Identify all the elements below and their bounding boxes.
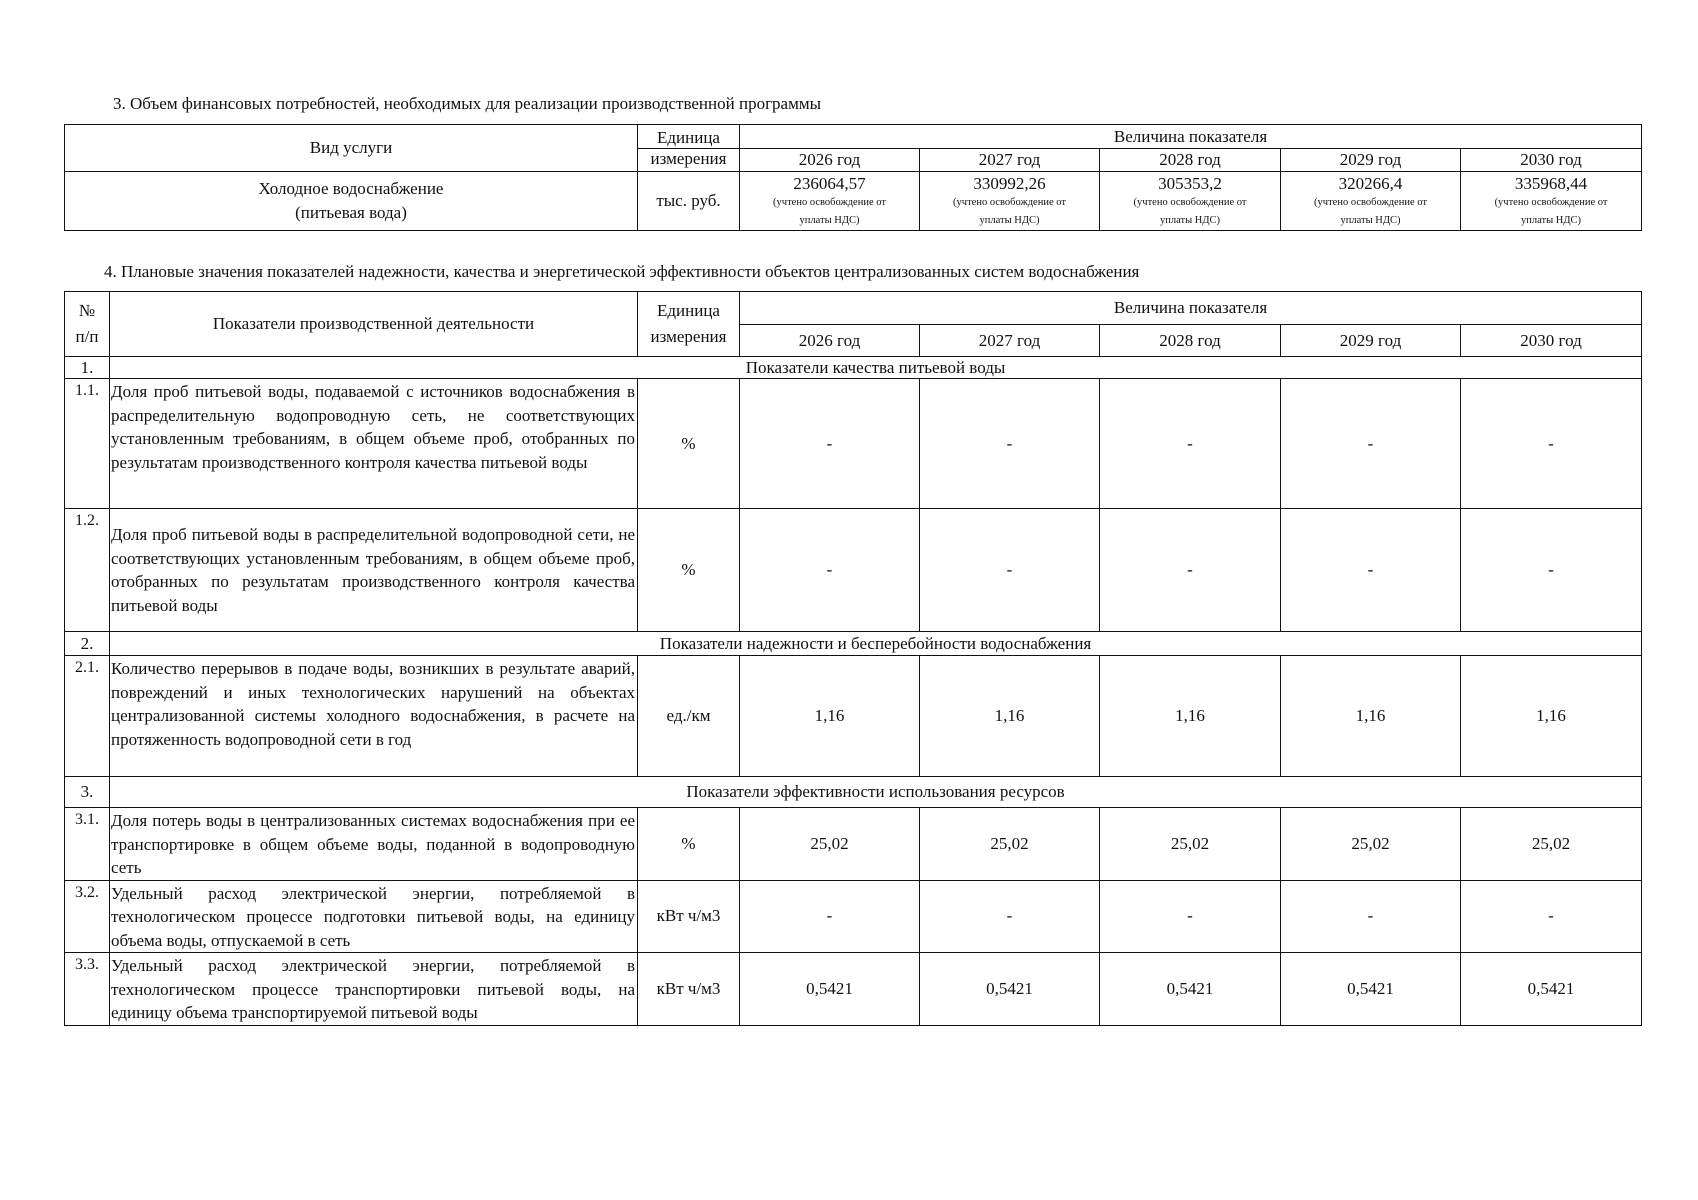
year-header: 2029 год — [1281, 149, 1461, 172]
note: (учтено освобождение от — [773, 196, 886, 208]
row-value: 1,16 — [740, 656, 920, 777]
row-value: - — [1281, 880, 1461, 953]
row-description: Удельный расход электрической энергии, потребляемой в технологическом процессе транспортировки питьевой воды, на единицу объема транспортируемой питьевой воды — [110, 953, 638, 1026]
row-value: 0,5421 — [1281, 953, 1461, 1026]
value: 320266,4 — [1338, 173, 1403, 193]
row-value: 25,02 — [1100, 808, 1281, 881]
header-unit-line1: Единица — [638, 125, 740, 149]
row-num: 1.2. — [65, 509, 110, 632]
service-name: Холодное водоснабжение — [258, 179, 444, 198]
row-description: Доля проб питьевой воды в распределительной водопроводной сети, не соответствующих установленным требованиям, в общем объеме проб, отобранных по результатам производственного контроля качества питьевой воды — [110, 509, 638, 632]
header-unit-line2: измерения — [650, 327, 727, 346]
year-header: 2030 год — [1461, 325, 1642, 357]
value-cell — [1461, 172, 1642, 231]
row-num: 1.1. — [65, 379, 110, 509]
note: уплаты НДС) — [1159, 214, 1220, 226]
row-value: 25,02 — [740, 808, 920, 881]
group-num: 1. — [65, 357, 110, 379]
group-title: Показатели эффективности использования ресурсов — [110, 777, 1642, 808]
row-description: Доля потерь воды в централизованных системах водоснабжения при ее транспортировке в общем объеме воды, поданной в водопроводную сеть — [110, 808, 638, 881]
section3-title: 3. Объем финансовых потребностей, необходимых для реализации производственной программы — [113, 94, 822, 113]
row-value: 0,5421 — [920, 953, 1100, 1026]
row-description: Удельный расход электрической энергии, потребляемой в технологическом процессе подготовки питьевой воды, на единицу объема воды, отпускаемой в сеть — [110, 880, 638, 953]
row-value: 25,02 — [920, 808, 1100, 881]
year-header: 2030 год — [1461, 149, 1642, 172]
value: 330992,26 — [973, 173, 1046, 193]
row-unit: кВт ч/м3 — [638, 953, 740, 1026]
row-unit: % — [638, 379, 740, 509]
value-cell — [740, 172, 920, 231]
row-value: 1,16 — [1461, 656, 1642, 777]
row-description: Доля проб питьевой воды, подаваемой с источников водоснабжения в распределительную водопроводную сеть, не соответствующих установленным требованиям, в общем объеме проб, отобранных по результатам производственного контроля качества питьевой воды — [110, 379, 638, 509]
row-value: - — [1281, 509, 1461, 632]
row-value: 1,16 — [1100, 656, 1281, 777]
header-value: Величина показателя — [740, 125, 1642, 149]
row-num: 3.2. — [65, 880, 110, 953]
row-unit: кВт ч/м3 — [638, 880, 740, 953]
row-value: 1,16 — [1281, 656, 1461, 777]
row-value: 0,5421 — [1461, 953, 1642, 1026]
row-value: - — [1461, 509, 1642, 632]
header-num-line1: № — [78, 301, 96, 320]
group-title: Показатели качества питьевой воды — [110, 357, 1642, 379]
group-num: 3. — [65, 777, 110, 808]
row-value: - — [920, 379, 1100, 509]
note: (учтено освобождение от — [1314, 196, 1427, 208]
row-value: 1,16 — [920, 656, 1100, 777]
header-indicators: Показатели производственной деятельности — [110, 292, 638, 357]
header-num-line2: п/п — [75, 327, 99, 346]
indicators-table — [64, 291, 1642, 1026]
row-unit: ед./км — [638, 656, 740, 777]
row-value: 0,5421 — [1100, 953, 1281, 1026]
row-value: 0,5421 — [740, 953, 920, 1026]
financial-needs-table — [64, 124, 1642, 231]
row-value: - — [1281, 379, 1461, 509]
note: уплаты НДС) — [799, 214, 860, 226]
row-value: - — [920, 880, 1100, 953]
year-header: 2026 год — [740, 149, 920, 172]
value: 305353,2 — [1158, 173, 1222, 193]
row-value: - — [1461, 880, 1642, 953]
row-value: - — [1100, 379, 1281, 509]
header-unit-line1: Единица — [657, 301, 720, 320]
value: 236064,57 — [793, 173, 866, 193]
year-header: 2028 год — [1100, 149, 1281, 172]
row-value: - — [740, 880, 920, 953]
row-value: - — [740, 509, 920, 632]
note: (учтено освобождение от — [953, 196, 1066, 208]
row-value: 25,02 — [1281, 808, 1461, 881]
note: (учтено освобождение от — [1494, 196, 1608, 208]
year-header: 2029 год — [1281, 325, 1461, 357]
row-unit: % — [638, 808, 740, 881]
section4-title: 4. Плановые значения показателей надежности, качества и энергетической эффективности объектов централизованных систем водоснабжения — [104, 262, 1140, 281]
note: уплаты НДС) — [1521, 214, 1582, 226]
year-header: 2027 год — [920, 149, 1100, 172]
row-num: 3.3. — [65, 953, 110, 1026]
row-value: - — [1461, 379, 1642, 509]
value-cell — [1281, 172, 1461, 231]
row-value: - — [1100, 509, 1281, 632]
row-description: Количество перерывов в подаче воды, возникших в результате аварий, повреждений и иных технологических нарушений на объектах централизованной системы холодного водоснабжения, в расчете на протяженность водопроводной сети в год — [110, 656, 638, 777]
group-title: Показатели надежности и бесперебойности водоснабжения — [110, 632, 1642, 656]
service-cell — [65, 172, 638, 231]
header-service: Вид услуги — [65, 125, 638, 172]
header-unit — [638, 292, 740, 357]
note: уплаты НДС) — [1340, 214, 1401, 226]
header-num — [65, 292, 110, 357]
row-value: - — [740, 379, 920, 509]
year-header: 2027 год — [920, 325, 1100, 357]
unit-cell: тыс. руб. — [638, 172, 740, 231]
row-value: - — [920, 509, 1100, 632]
year-header: 2026 год — [740, 325, 920, 357]
year-header: 2028 год — [1100, 325, 1281, 357]
service-sub: (питьевая вода) — [295, 203, 407, 222]
value: 335968,44 — [1514, 173, 1588, 193]
header-value: Величина показателя — [740, 292, 1642, 325]
row-value: 25,02 — [1461, 808, 1642, 881]
row-value: - — [1100, 880, 1281, 953]
note: (учтено освобождение от — [1133, 196, 1247, 208]
row-num: 3.1. — [65, 808, 110, 881]
note: уплаты НДС) — [979, 214, 1040, 226]
value-cell — [1100, 172, 1281, 231]
row-unit: % — [638, 509, 740, 632]
row-num: 2.1. — [65, 656, 110, 777]
value-cell — [920, 172, 1100, 231]
header-unit-line2: измерения — [638, 149, 740, 172]
group-num: 2. — [65, 632, 110, 656]
